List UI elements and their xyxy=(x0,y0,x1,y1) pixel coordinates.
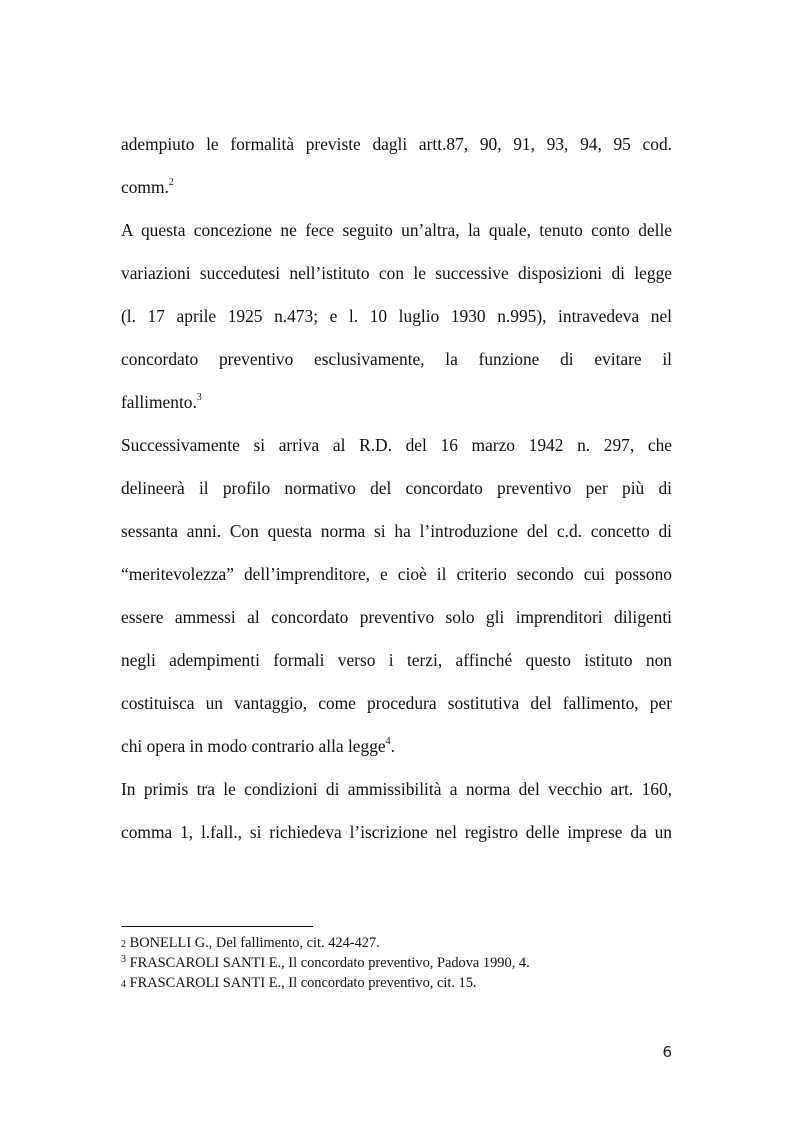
body-line: concordato preventivo esclusivamente, la funzione di evitare il xyxy=(121,349,672,369)
body-line: adempiuto le formalità previste dagli artt.87, 90, 91, 93, 94, 95 cod. xyxy=(121,134,672,154)
footnote-number: 2 xyxy=(121,939,126,950)
body-line: fallimento.$^3$ xyxy=(121,392,202,412)
body-line: A questa concezione ne fece seguito un’altra, la quale, tenuto conto delle xyxy=(121,220,672,240)
body-line: In primis tra le condizioni di ammissibilità a norma del vecchio art. 160, xyxy=(121,779,672,799)
body-line: Successivamente si arriva al R.D. del 16 marzo 1942 n. 297, che xyxy=(121,435,672,455)
body-line: variazioni succedutesi nell’istituto con le successive disposizioni di legge xyxy=(121,263,672,283)
body-line: (l. 17 aprile 1925 n.473; e l. 10 luglio 1930 n.995), intravedeva nel xyxy=(121,306,672,326)
body-line: negli adempimenti formali verso i terzi, affinché questo istituto non xyxy=(121,650,672,670)
body-line: costituisca un vantaggio, come procedura sostitutiva del fallimento, per xyxy=(121,693,672,713)
footnote-separator xyxy=(121,926,313,927)
body-line: “meritevolezza” dell’imprenditore, e cioè il criterio secondo cui possono xyxy=(121,564,672,584)
footnote: $^3$ FRASCAROLI SANTI E., Il concordato preventivo, Padova 1990, 4. xyxy=(121,954,530,971)
body-line: essere ammessi al concordato preventivo solo gli imprenditori diligenti xyxy=(121,607,672,627)
body-line: delineerà il profilo normativo del concordato preventivo per più di xyxy=(121,478,672,498)
body-line: chi opera in modo contrario alla legge$^4$. xyxy=(121,736,395,756)
body-text xyxy=(121,128,672,859)
footnote-ref: 2 xyxy=(168,177,174,188)
footnote-ref: 3 xyxy=(196,392,202,403)
body-line: comma 1, l.fall., si richiedeva l’iscrizione nel registro delle imprese da un xyxy=(121,822,672,842)
footnotes xyxy=(121,934,681,994)
body-line: sessanta anni. Con questa norma si ha l’introduzione del c.d. concetto di xyxy=(121,521,672,541)
footnote: 2 BONELLI G., Del fallimento, cit. 424-427. xyxy=(121,935,380,951)
body-line: comm.$^2$ xyxy=(121,177,174,197)
page-number: 6 xyxy=(662,1043,672,1061)
footnote: 4 FRASCAROLI SANTI E., Il concordato preventivo, cit. 15. xyxy=(121,975,477,991)
footnote-number: 3 xyxy=(121,954,126,965)
footnote-number: 4 xyxy=(121,979,126,990)
footnote-ref: 4 xyxy=(385,736,391,747)
